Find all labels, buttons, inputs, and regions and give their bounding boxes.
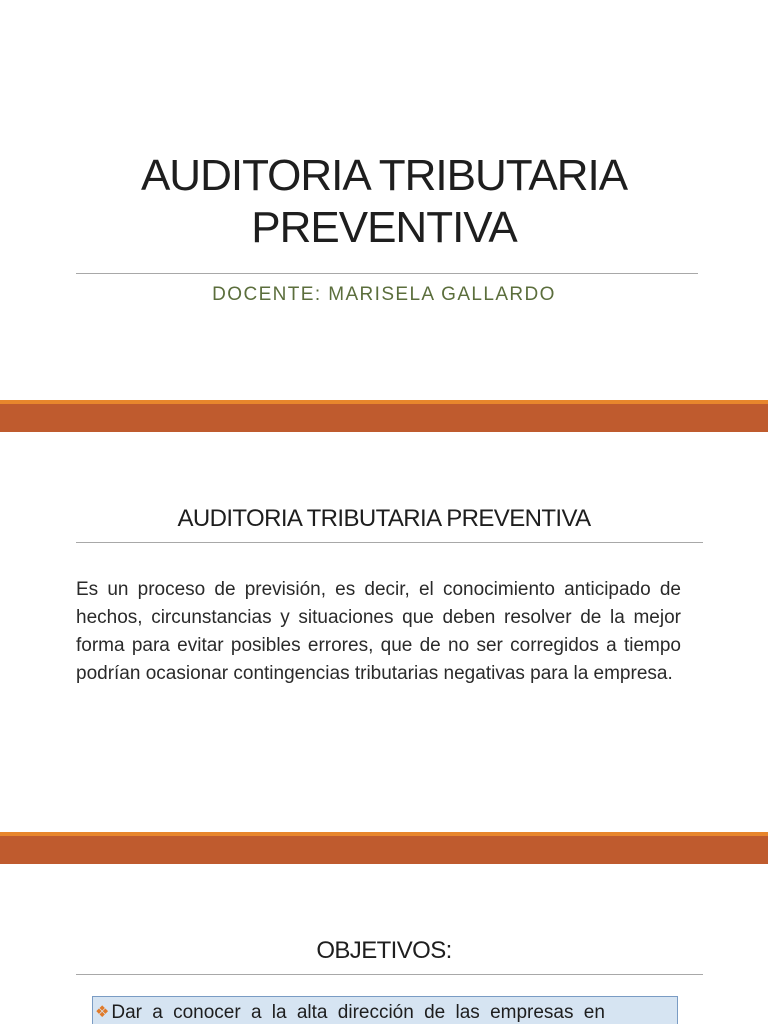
slide-title-line-1: AUDITORIA TRIBUTARIA — [140, 151, 628, 200]
slide-separator — [0, 832, 768, 864]
section-heading: AUDITORIA TRIBUTARIA PREVENTIVA — [177, 505, 591, 532]
title-divider — [76, 273, 698, 274]
bullet-text: Dar a conocer a la alta dirección de las empresas en — [111, 1002, 605, 1023]
slide-separator — [0, 400, 768, 432]
objectives-heading: OBJETIVOS: — [316, 937, 452, 964]
separator-band — [0, 404, 768, 432]
diamond-bullet-icon: ❖ — [95, 1002, 110, 1021]
definition-paragraph: Es un proceso de previsión, es decir, el conocimiento anticipado de hechos, circunstancias y situaciones que deben resolver de la mejor forma para evitar posibles errores, que de no ser corregidos a tiempo podrían ocasionar contingencias tributarias negativas para la empresa. — [76, 579, 681, 684]
highlighted-bullet-item[interactable] — [92, 996, 678, 1024]
heading-divider — [76, 542, 703, 543]
slide-subtitle: DOCENTE: MARISELA GALLARDO — [212, 284, 556, 305]
title-slide — [0, 0, 768, 400]
heading-divider — [76, 974, 703, 975]
separator-band — [0, 836, 768, 864]
slide-title — [60, 150, 708, 254]
slide-title-line-2: PREVENTIVA — [251, 203, 517, 252]
